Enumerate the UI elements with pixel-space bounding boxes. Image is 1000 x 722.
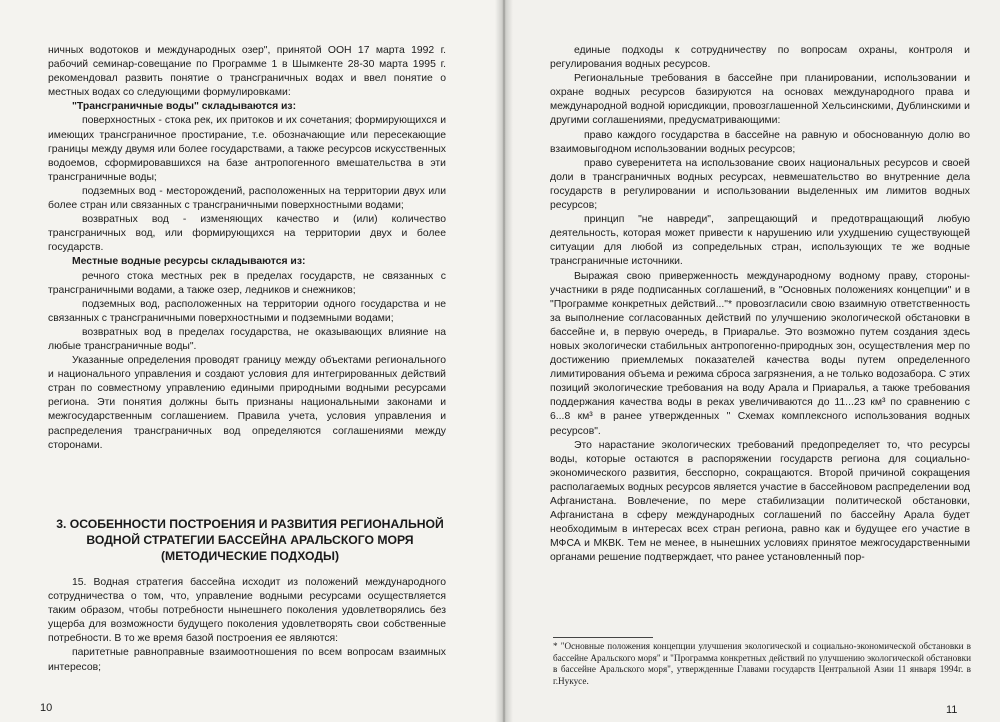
paragraph: Выражая свою приверженность международному водному праву, стороны-участники в ряде подписанных соглашений, в "Основных положениях концепции" и в "Программе конкретных действий..."* провозгласили свою взаимную ответственность за выполнение согласованных действий по улучшению экологической обстановки в бассейне и, в первую очередь, в Приаралье. Это возможно путем создания здесь новых экологически стабильных антропогенно-природных зон, осуществления мер по достижению приемлемых показателей качества воды путем определенного лимитирования объема и режима сброса загрязнения, а не только водозабора. С этих позиций экологические требования на воду Арала и Приаралья, а также требования поддержания качества воды в реках увеличиваются до 11...23 км³ по сравнению с 6...8 км³ в ранее утвержденных " Схемах комплексного использования водных ресурсов". (550, 270, 970, 437)
section-heading: 3. ОСОБЕННОСТИ ПОСТРОЕНИЯ И РАЗВИТИЯ РЕГИОНАЛЬНОЙ ВОДНОЙ СТРАТЕГИИ БАССЕЙНА АРАЛЬСКОГО МОРЯ (МЕТОДИЧЕСКИЕ ПОДХОДЫ) (56, 517, 444, 563)
paragraph: подземных вод - месторождений, расположенных на территории двух или более стран или связанных с трансграничными поверхностными водами; (48, 185, 446, 212)
footnote-divider (553, 637, 653, 638)
paragraph: единые подходы к сотрудничеству по вопросам охраны, контроля и регулирования водных ресурсов. (550, 45, 970, 71)
paragraph: Указанные определения проводят границу между объектами регионального и национального управления и создают условия для интегрированных действий стран по совместному управлению едиными природными водными ресурсами региона. Эти понятия должны быть признаны национальными законами и межгосударственным соглашением. Правила учета, условия управления и распределения трансграничных вод определяются соглашениями между сторонами. (48, 355, 446, 451)
paragraph: 15. Водная стратегия бассейна исходит из положений международного сотрудничества о том, что, управление водными ресурсами осуществляется таким образом, чтобы потребности нынешнего поколения удовлетворялись без ущерба для возможности будущего поколения удовлетворять свои собственные потребности. В то же время базой построения ее являются: (48, 577, 446, 645)
paragraph: возвратных вод в пределах государства, не оказывающих влияние на любые трансграничные воды". (48, 326, 446, 352)
right-text (550, 44, 970, 565)
left-text-bottom (48, 576, 446, 675)
paragraph: подземных вод, расположенных на территории одного государства и не связанных с трансграничными поверхностными и подземными водами; (48, 298, 446, 324)
left-text-top (48, 44, 446, 453)
paragraph: принцип "не навреди", запрещающий и предотвращающий любую деятельность, которая может привести к нарушению или ухудшению существующей ситуации для любой из сопредельных стран, использующих те же водные трансграничные источники. (550, 214, 970, 268)
paragraph: ничных водотоков и международных озер", принятой ООН 17 марта 1992 г. рабочий семинар-совещание по Программе 1 в Шымкенте 28-30 марта 1995 г. рекомендовал развить понятие о трансграничных водах и ввел понятие о местных водах со следующими формулировками: (48, 45, 446, 99)
book-gutter (495, 0, 513, 722)
paragraph: поверхностных - стока рек, их притоков и их сочетания; формирующихся и имеющих трансграничное простирание, т.е. обозначающие или пересекающие границы между двумя или более государствами, а также ресурсов искусственных водоемов, сформировавшихся на базе антропогенного вмешательства в эти трансграничные воды; (48, 115, 446, 183)
paragraph: право каждого государства в бассейне на равную и обоснованную долю во взаимовыгодном использовании водных ресурсов; (550, 129, 970, 155)
paragraph: право суверенитета на использование своих национальных ресурсов и своей доли в трансграничных водных ресурсах, невмешательство во внутренние дела государств в регулировании и использовании выделенных им лимитов водных ресурсов; (550, 157, 970, 212)
paragraph: речного стока местных рек в пределах государств, не связанных с трансграничными водами, а также озер, ледников и снежников; (48, 270, 446, 296)
paragraph: возвратных вод - изменяющих качество и (или) количество трансграничных вод, или формирующихся на территории двух и более государств. (48, 214, 446, 254)
right-page (505, 0, 1000, 722)
paragraph: паритетные равноправные взаимоотношения по всем вопросам взаимных интересов; (48, 647, 446, 673)
paragraph: Региональные требования в бассейне при планировании, использовании и охране водных ресурсов базируются на основах международного права и международной водной юрисдикции, провозглашенной Хельсинскими, Дублинскими и другими соглашениями, предусматривающими: (550, 73, 970, 127)
footnote: * "Основные положения концепции улучшения экологической и социально-экономической обстановки в бассейне Аральского моря" и "Программа конкретных действий по улучшению экологической обстановки в бассейне Аральского моря", утвержденные Главами государств Центральной Азии 11 января 1994г. в г.Нукусе. (553, 641, 971, 686)
page-number: 11 (946, 704, 958, 716)
paragraph: "Трансграничные воды" складываются из: (72, 101, 297, 113)
paragraph: Местные водные ресурсы складываются из: (72, 256, 306, 268)
page-number: 10 (40, 702, 53, 714)
paragraph: Это нарастание экологических требований предопределяет то, что ресурсы воды, которые остаются в распоряжении государств региона для социально-экономического развития, бесспорно, сокращаются. Второй причиной сокращения располагаемых водных ресурсов является участие в бассейновом распределении вод Афганистана. Вовлечение, по мере стабилизации политической обстановки, Афганистана в сферу международных соглашений по бассейну Арала будет необходимым в интересах всех стран региона, равно как и будущее его участие в МФСА и МКВК. Тем не менее, в нынешних условиях принятое межгосударственными органами решение подтверждает, что ранее установленный пор- (550, 439, 970, 564)
